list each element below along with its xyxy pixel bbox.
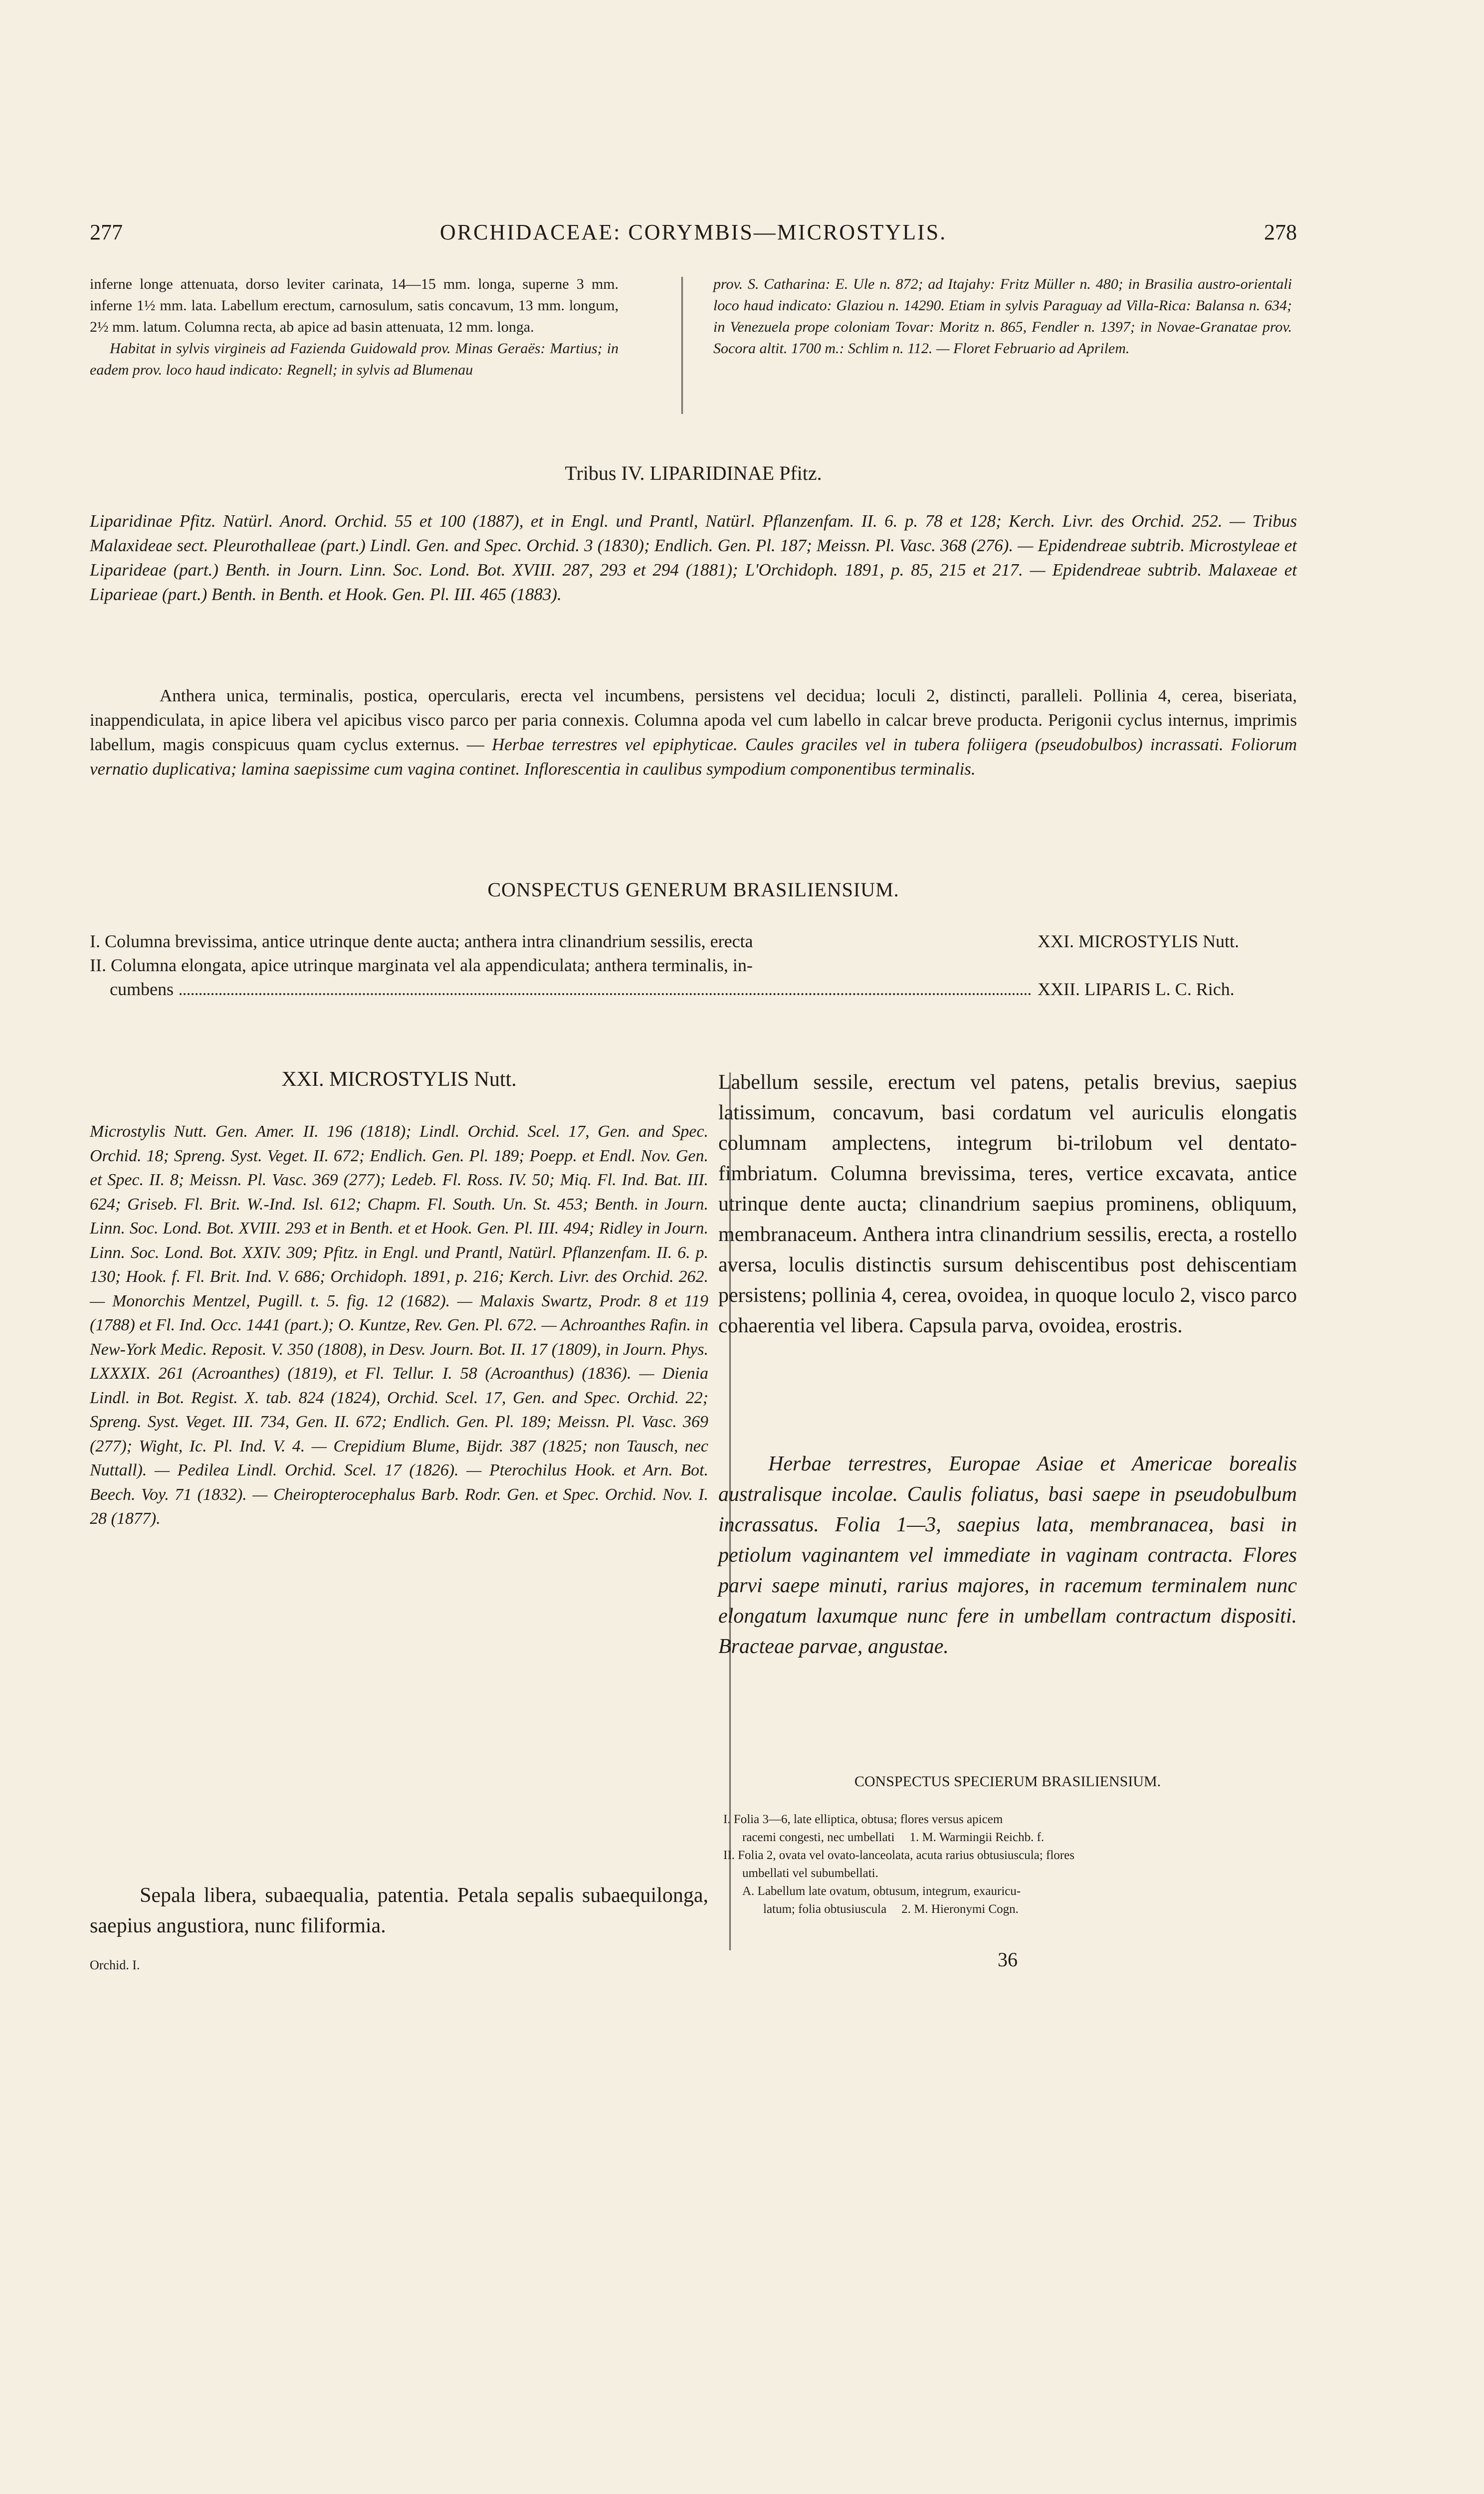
conspectus-row-2-genus: XXII. LIPARIS L. C. Rich. <box>1038 979 1235 999</box>
top-left-column <box>90 273 619 381</box>
sepala-paragraph: Sepala libera, subaequalia, patentia. Petala sepalis subaequilonga, saepius angustiora, nunc filiformia. <box>90 1884 708 1937</box>
species-line-3: II. Folia 2, ovata vel ovato-lanceolata, acuta rarius obtusiuscula; flores <box>723 1849 1074 1862</box>
top-left-habitat: Habitat in sylvis virgineis ad Fazienda Guidowald prov. Minas Geraës: Martius; in eadem prov. loco haud indicato: Regnell; in sylvis ad Blumenau <box>90 340 619 378</box>
conspectus-row-2-a: II. Columna elongata, apice utrinque marginata vel ala appendiculata; anthera terminalis, in- <box>90 955 753 975</box>
conspectus-generum-heading: CONSPECTUS GENERUM BRASILIENSIUM. <box>487 878 899 901</box>
herbae-paragraph: Herbae terrestres, Europae Asiae et Americae borealis australisque incolae. Caulis foliatus, basi saepe in pseudobulbum incrassatus. Folia 1—3, saepius lata, membranacea, basi in petiolum vaginantem vel immediate in vaginam contracta. Flores parvi saepe minuti, rarius majores, in racemum terminalem nunc elongatum laxumque nunc fere in umbellam contractum dispositi. Bracteae parvae, angustae. <box>718 1453 1297 1658</box>
column-rule-top <box>681 277 685 414</box>
page-number-left: 277 <box>90 220 123 244</box>
conspectus-row-1 <box>90 929 1297 953</box>
tribus-references: Liparidinae Pfitz. Natürl. Anord. Orchid. 55 et 100 (1887), et in Engl. und Prantl, Natürl. Pflanzenfam. II. 6. p. 78 et 128; Kerch. Livr. des Orchid. 252. — Tribus Malaxideae sect. Pleurothalleae (part.) Lindl. Gen. and Spec. Orchid. 3 (1830); Endlich. Gen. Pl. 187; Meissn. Pl. Vasc. 368 (276). — Epidendreae subtrib. Microstyleae et Liparideae (part.) Benth. in Journ. Linn. Soc. Lond. Bot. XVIII. 287, 293 et 294 (1881); L'Orchidoph. 1891, p. 85, 215 et 217. — Epidendreae subtrib. Malaxeae et Liparieae (part.) Benth. in Benth. et Hook. Gen. Pl. III. 465 (1883). <box>90 511 1297 604</box>
conspectus-row-2 <box>90 977 1297 1001</box>
conspectus-generum-table <box>90 929 1297 1001</box>
top-right-column: prov. S. Catharina: E. Ule n. 872; ad Itajahy: Fritz Müller n. 480; in Brasilia austro-orientali loco haud indicato: Glaziou n. 14290. Etiam in sylvis Paraguay ad Villa-Rica: Balansa n. 634; in Venezuela prope coloniam Tovar: Moritz n. 865, Fendler n. 1397; in Novae-Granatae prov. Socora altit. 1700 m.: Schlim n. 112. — Floret Februario ad Aprilem. <box>713 276 1292 357</box>
leader-dots <box>180 993 1032 995</box>
tribus-heading: Tribus IV. LIPARIDINAE Pfitz. <box>565 462 822 484</box>
conspectus-specierum-heading: CONSPECTUS SPECIERUM BRASILIENSIUM. <box>854 1773 1161 1790</box>
species-line-2 <box>723 1829 1297 1847</box>
species-line-1: I. Folia 3—6, late elliptica, obtusa; flores versus apicem <box>723 1813 1003 1826</box>
tribus-description-habit: Herbae terrestres vel epiphyticae. Caules graciles vel in tubera foliigera (pseudobulbos) incrassati. Foliorum vernatio duplicativa; lamina saepissime cum vagina continet. Inflorescentia in caulibus sympodium componentibus terminalis. <box>90 735 1297 779</box>
page-title: ORCHIDACEAE: CORYMBIS—MICROSTYLIS. <box>439 220 947 244</box>
tribus-description-text: Anthera unica, terminalis, postica, opercularis, erecta vel incumbens, persistens vel decidua; loculi 2, distincti, paralleli. Pollinia 4, cerea, biseriata, inappendiculata, in apice libera vel apicibus visco parco per paria connexis. Columna apoda vel cum labello in calcar breve producta. Perigonii cyclus internus, imprimis labellum, magis conspicuus quam cyclus externus. — <box>90 686 1297 754</box>
top-left-text: inferne longe attenuata, dorso leviter carinata, 14—15 mm. longa, superne 3 mm. inferne 1½ mm. lata. Labellum erectum, carnosulum, satis concavum, 13 mm. longum, 2½ mm. latum. Columna recta, ab apice ad basin attenuata, 12 mm. longa. <box>90 276 619 335</box>
species-line-5: A. Labellum late ovatum, obtusum, integrum, exauricu- <box>742 1884 1021 1898</box>
conspectus-row-1-label: I. Columna brevissima, antice utrinque dente aucta; anthera intra clinandrium sessilis, erecta <box>90 931 753 951</box>
labellum-text: Labellum sessile, erectum vel patens, petalis brevius, saepius latissimum, concavum, basi cordatum vel auriculis elongatis columnam amplectens, integrum bi-trilobum vel dentato-fimbriatum. Columna brevissima, teres, vertice excavata, antice utrinque dente aucta; clinandrium saepius prominens, obliquum, membranaceum. Anthera intra clinandrium sessilis, erecta, a rostello aversa, loculis distinctis sursum dehiscentibus post dehiscentiam persistens; pollinia 4, cerea, ovoidea, in quoque loculo 2, visco parco cohaerentia vel libera. Capsula parva, ovoidea, erostris. <box>718 1071 1297 1337</box>
species-line-6-name: 2. M. Hieronymi Cogn. <box>901 1902 1019 1916</box>
tribus-description <box>90 683 1297 781</box>
species-line-4: umbellati vel subumbellati. <box>742 1867 878 1880</box>
conspectus-row-2-label: cumbens <box>110 979 174 999</box>
genus-heading: XXI. MICROSTYLIS Nutt. <box>281 1068 517 1091</box>
conspectus-specierum-table <box>723 1811 1297 1918</box>
species-line-6 <box>723 1900 1297 1918</box>
labellum-paragraph <box>718 1067 1297 1341</box>
page-number-right: 278 <box>1264 220 1297 244</box>
genus-references: Microstylis Nutt. Gen. Amer. II. 196 (1818); Lindl. Orchid. Scel. 17, Gen. and Spec. Orchid. 18; Spreng. Syst. Veget. II. 672; Endlich. Gen. Pl. 189; Poepp. et Endl. Nov. Gen. et Spec. II. 8; Meissn. Pl. Vasc. 369 (277); Ledeb. Fl. Ross. IV. 50; Miq. Fl. Ind. Bat. III. 624; Griseb. Fl. Brit. W.-Ind. Isl. 612; Chapm. Fl. South. Un. St. 453; Benth. in Journ. Linn. Soc. Lond. Bot. XVIII. 293 et in Benth. et et Hook. Gen. Pl. III. 494; Ridley in Journ. Linn. Soc. Lond. Bot. XXIV. 309; Pfitz. in Engl. und Prantl, Natürl. Pflanzenfam. II. 6. p. 130; Hook. f. Fl. Brit. Ind. V. 686; Orchidoph. 1891, p. 216; Kerch. Livr. des Orchid. 262. — Monorchis Mentzel, Pugill. t. 5. fig. 12 (1682). — Malaxis Swartz, Prodr. 8 et 119 (1788) et Fl. Ind. Occ. 1441 (part.); O. Kuntze, Rev. Gen. Pl. 672. — Achroanthes Rafin. in New-York Medic. Reposit. V. 350 (1808), in Desv. Journ. Bot. II. 17 (1809), in Journ. Phys. LXXXIX. 261 (Acroanthes) (1819), et Fl. Tellur. I. 58 (Acroanthus) (1836). — Dienia Lindl. in Bot. Regist. X. tab. 824 (1824), Orchid. Scel. 17, Gen. and Spec. Orchid. 22; Spreng. Syst. Veget. III. 734, Gen. II. 672; Endlich. Gen. Pl. 189; Meissn. Pl. Vasc. 369 (277); Wight, Ic. Pl. Ind. V. 4. — Crepidium Blume, Bijdr. 387 (1825; non Tausch, nec Nuttall). — Pedilea Lindl. Orchid. Scel. 17 (1826). — Pterochilus Hook. et Arn. Bot. Beech. Voy. 71 (1832). — Cheiropterocephalus Barb. Rodr. Gen. et Spec. Orchid. Nov. I. 28 (1877). <box>90 1122 708 1528</box>
signature-mark: Orchid. I. <box>90 1958 140 1972</box>
running-header <box>90 219 1297 259</box>
sheet-number: 36 <box>998 1948 1018 1971</box>
species-line-2-name: 1. M. Warmingii Reichb. f. <box>909 1831 1045 1844</box>
species-line-6-text: latum; folia obtusiuscula <box>763 1902 887 1916</box>
conspectus-row-1-genus: XXI. MICROSTYLIS Nutt. <box>1038 931 1240 951</box>
species-line-2-text: racemi congesti, nec umbellati <box>742 1831 895 1844</box>
